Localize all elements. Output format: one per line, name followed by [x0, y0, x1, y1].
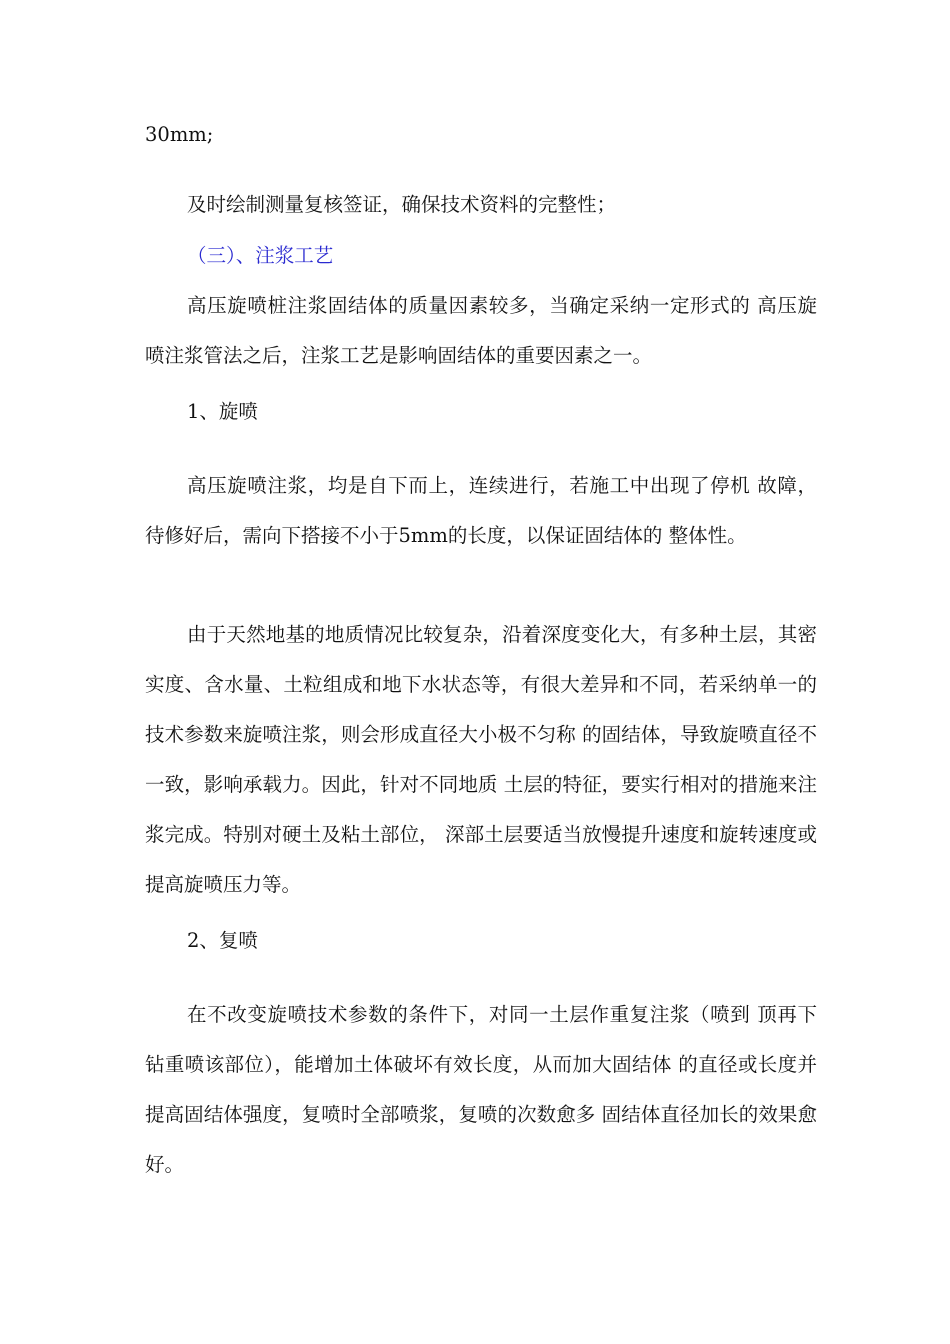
paragraph-repeat-jet: 在不改变旋喷技术参数的条件下，对同一土层作重复注浆（喷到 顶再下钻重喷该部位），能增加土体破坏有效长度，从而加大固结体 的直径或长度并提高固结体强度，复喷时全部喷浆，复喷的次数愈多 固结体直径加长的效果愈好。: [145, 1003, 817, 1176]
paragraph-grouting-intro: 高压旋喷桩注浆固结体的质量因素较多，当确定采纳一定形式的 高压旋喷注浆管法之后，注浆工艺是影响固结体的重要因素之一。: [145, 294, 817, 367]
paragraph-rotary-jet: 高压旋喷注浆，均是自下而上，连续进行，若施工中出现了停机 故障，待修好后，需向下搭接不小于5mm的长度，以保证固结体的 整体性。: [145, 474, 817, 547]
section-heading-grouting: （三）、注浆工艺: [187, 244, 334, 267]
paragraph-survey-records: 及时绘制测量复核签证，确保技术资料的完整性；: [187, 193, 617, 216]
subheading-repeat-jet: 2、复喷: [187, 929, 258, 952]
paragraph-continuation: 30mm;: [145, 123, 214, 146]
subheading-rotary-jet: 1、旋喷: [187, 400, 258, 423]
paragraph-geology: 由于天然地基的地质情况比较复杂，沿着深度变化大，有多种土层，其密实度、含水量、土粒组成和地下水状态等，有很大差异和不同，若采纳单一的技术参数来旋喷注浆，则会形成直径大小极不匀称 的固结体，导致旋喷直径不一致，影响承载力。因此，针对不同地质 土层的特征，要实行相对的措施来注浆完成。特别对硬土及粘土部位， 深部土层要适当放慢提升速度和旋转速度或提高旋喷压力等。: [145, 623, 817, 896]
